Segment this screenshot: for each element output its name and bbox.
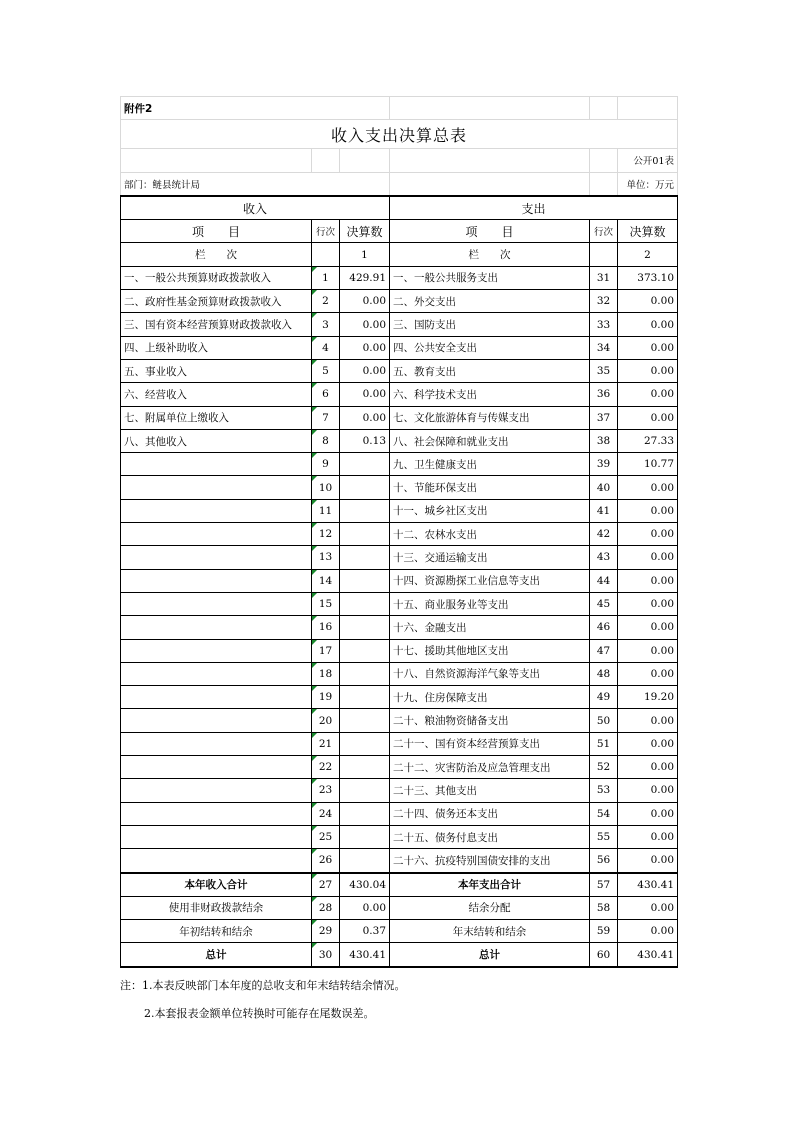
expense-row-number: 46: [590, 616, 618, 639]
expense-amount: 373.10: [618, 266, 678, 289]
income-amount: 0.00: [340, 359, 390, 382]
expense-ending-amount: 0.00: [618, 920, 678, 943]
notes: [120, 976, 677, 1032]
income-nonfinancial-rowno: 28: [312, 896, 340, 919]
table-row: [121, 406, 678, 429]
expense-item-name: 二十二、灾害防治及应急管理支出: [390, 756, 590, 779]
income-row-number: 4: [312, 336, 340, 359]
note-1: 注：1.本表反映部门本年度的总收支和年末结转结余情况。: [120, 978, 406, 992]
unit-label: 单位：万元: [618, 172, 678, 196]
income-row-number: 14: [312, 569, 340, 592]
income-amount: [340, 779, 390, 802]
income-item-name: [121, 569, 312, 592]
income-item-name: 六、经营收入: [121, 383, 312, 406]
expense-ending-label: 年末结转和结余: [390, 920, 590, 943]
income-amount: 0.00: [340, 336, 390, 359]
income-amount: [340, 592, 390, 615]
expense-amount: 27.33: [618, 429, 678, 452]
expense-row-number: 31: [590, 266, 618, 289]
income-row-number: 15: [312, 592, 340, 615]
income-col-number: 1: [340, 243, 390, 266]
expense-amount: 0.00: [618, 709, 678, 732]
income-item-name: 二、政府性基金预算财政拨款收入: [121, 290, 312, 313]
income-item-name: 四、上级补助收入: [121, 336, 312, 359]
income-item-header: 项 目: [121, 220, 312, 243]
income-amount: [340, 476, 390, 499]
income-row-number: 11: [312, 499, 340, 522]
income-item-name: [121, 476, 312, 499]
expense-row-number: 45: [590, 592, 618, 615]
expense-row-number: 38: [590, 429, 618, 452]
income-row-number: 24: [312, 802, 340, 825]
table-row: [121, 802, 678, 825]
income-item-name: [121, 709, 312, 732]
income-beginning-label: 年初结转和结余: [121, 920, 312, 943]
table-row: [121, 523, 678, 546]
expense-item-name: 二十三、其他支出: [390, 779, 590, 802]
expense-total-rowno: 57: [590, 873, 618, 897]
income-row-number: 12: [312, 523, 340, 546]
income-expense-table: [120, 96, 678, 968]
table-row: [121, 825, 678, 848]
income-row-number: 22: [312, 756, 340, 779]
income-beginning-amount: 0.37: [340, 920, 390, 943]
expense-row-number: 56: [590, 849, 618, 873]
income-amount: [340, 453, 390, 476]
table-row: [121, 709, 678, 732]
income-amount: [340, 639, 390, 662]
table-row: [121, 499, 678, 522]
expense-row-number: 36: [590, 383, 618, 406]
expense-item-name: 九、卫生健康支出: [390, 453, 590, 476]
income-row-number: 10: [312, 476, 340, 499]
expense-amount: 0.00: [618, 313, 678, 336]
income-amount: [340, 802, 390, 825]
income-amount: 429.91: [340, 266, 390, 289]
table-row: [121, 453, 678, 476]
expense-row-number: 52: [590, 756, 618, 779]
income-amount: [340, 616, 390, 639]
expense-item-name: 十五、商业服务业等支出: [390, 592, 590, 615]
expense-amount: 0.00: [618, 662, 678, 685]
expense-total-amount: 430.41: [618, 873, 678, 897]
income-item-name: [121, 616, 312, 639]
income-item-name: [121, 686, 312, 709]
income-row-number: 16: [312, 616, 340, 639]
income-total-label: 本年收入合计: [121, 873, 312, 897]
expense-amount: 0.00: [618, 779, 678, 802]
income-row-number: 5: [312, 359, 340, 382]
expense-row-number: 32: [590, 290, 618, 313]
income-lanci: 栏 次: [121, 243, 312, 266]
expense-distribution-rowno: 58: [590, 896, 618, 919]
income-amount: [340, 523, 390, 546]
table-row: [121, 266, 678, 289]
income-item-name: 八、其他收入: [121, 429, 312, 452]
expense-row-number: 43: [590, 546, 618, 569]
income-row-number: 21: [312, 732, 340, 755]
income-row-number: 2: [312, 290, 340, 313]
expense-item-name: 十三、交通运输支出: [390, 546, 590, 569]
income-amount: 0.00: [340, 290, 390, 313]
income-item-name: [121, 662, 312, 685]
income-amount: [340, 499, 390, 522]
expense-row-number: 40: [590, 476, 618, 499]
income-row-number: 25: [312, 825, 340, 848]
expense-distribution-label: 结余分配: [390, 896, 590, 919]
expense-item-name: 一、一般公共服务支出: [390, 266, 590, 289]
expense-row-number: 54: [590, 802, 618, 825]
expense-amount: 0.00: [618, 406, 678, 429]
expense-item-name: 十八、自然资源海洋气象等支出: [390, 662, 590, 685]
income-row-number: 1: [312, 266, 340, 289]
expense-item-name: 十、节能环保支出: [390, 476, 590, 499]
report-title: 收入支出决算总表: [121, 120, 678, 149]
expense-row-number: 34: [590, 336, 618, 359]
income-row-number: 9: [312, 453, 340, 476]
income-amount: 0.00: [340, 313, 390, 336]
table-row: [121, 336, 678, 359]
expense-amount: 0.00: [618, 756, 678, 779]
income-rowno-header: 行次: [312, 220, 340, 243]
expense-row-number: 50: [590, 709, 618, 732]
report-sheet: [120, 96, 677, 1032]
income-beginning-rowno: 29: [312, 920, 340, 943]
income-total-rowno: 27: [312, 873, 340, 897]
income-row-number: 19: [312, 686, 340, 709]
expense-amount: 0.00: [618, 476, 678, 499]
expense-row-number: 42: [590, 523, 618, 546]
income-row-number: 3: [312, 313, 340, 336]
income-row-number: 20: [312, 709, 340, 732]
table-row: [121, 592, 678, 615]
expense-amount: 0.00: [618, 569, 678, 592]
income-row-number: 17: [312, 639, 340, 662]
expense-item-name: 二十六、抗疫特别国债安排的支出: [390, 849, 590, 873]
expense-row-number: 48: [590, 662, 618, 685]
income-item-name: [121, 453, 312, 476]
income-amount: 0.13: [340, 429, 390, 452]
expense-amount: 0.00: [618, 825, 678, 848]
expense-amount: 0.00: [618, 523, 678, 546]
expense-item-name: 二十、粮油物资储备支出: [390, 709, 590, 732]
expense-item-name: 十二、农林水支出: [390, 523, 590, 546]
expense-grand-total-rowno: 60: [590, 943, 618, 967]
expense-amount: 0.00: [618, 616, 678, 639]
income-grand-total-amount: 430.41: [340, 943, 390, 967]
expense-row-number: 39: [590, 453, 618, 476]
income-amount: [340, 569, 390, 592]
expense-item-name: 四、公共安全支出: [390, 336, 590, 359]
income-row-number: 23: [312, 779, 340, 802]
expense-row-number: 33: [590, 313, 618, 336]
income-item-name: [121, 592, 312, 615]
table-row: [121, 732, 678, 755]
form-number: 公开01表: [618, 149, 678, 172]
table-row: [121, 662, 678, 685]
expense-item-name: 二十一、国有资本经营预算支出: [390, 732, 590, 755]
expense-rowno-header: 行次: [590, 220, 618, 243]
income-nonfinancial-label: 使用非财政拨款结余: [121, 896, 312, 919]
income-row-number: 6: [312, 383, 340, 406]
expense-amount: 0.00: [618, 546, 678, 569]
income-amount-header: 决算数: [340, 220, 390, 243]
table-row: [121, 546, 678, 569]
expense-item-header: 项 目: [390, 220, 590, 243]
income-item-name: [121, 523, 312, 546]
income-amount: [340, 732, 390, 755]
expense-amount: 10.77: [618, 453, 678, 476]
income-row-number: 18: [312, 662, 340, 685]
expense-row-number: 51: [590, 732, 618, 755]
expense-amount: 0.00: [618, 290, 678, 313]
table-row: [121, 290, 678, 313]
expense-item-name: 六、科学技术支出: [390, 383, 590, 406]
income-row-number: 26: [312, 849, 340, 873]
table-row: [121, 616, 678, 639]
expense-item-name: 三、国防支出: [390, 313, 590, 336]
department-label: 部门：鲢县统计局: [121, 172, 390, 196]
expense-distribution-amount: 0.00: [618, 896, 678, 919]
expense-row-number: 35: [590, 359, 618, 382]
expense-row-number: 44: [590, 569, 618, 592]
note-2: 2.本套报表金额单位转换时可能存在尾数误差。: [144, 1006, 375, 1020]
table-row: [121, 359, 678, 382]
table-row: [121, 313, 678, 336]
income-amount: [340, 709, 390, 732]
table-row: [121, 383, 678, 406]
expense-row-number: 37: [590, 406, 618, 429]
income-row-number: 8: [312, 429, 340, 452]
income-item-name: [121, 825, 312, 848]
income-item-name: 三、国有资本经营预算财政拨款收入: [121, 313, 312, 336]
income-row-number: 7: [312, 406, 340, 429]
expense-col-number: 2: [618, 243, 678, 266]
income-item-name: [121, 849, 312, 873]
income-grand-total-label: 总计: [121, 943, 312, 967]
expense-row-number: 49: [590, 686, 618, 709]
expense-item-name: 二、外交支出: [390, 290, 590, 313]
income-grand-total-rowno: 30: [312, 943, 340, 967]
expense-item-name: 二十四、债务还本支出: [390, 802, 590, 825]
expense-amount: 0.00: [618, 499, 678, 522]
income-item-name: 五、事业收入: [121, 359, 312, 382]
income-row-number: 13: [312, 546, 340, 569]
expense-item-name: 八、社会保障和就业支出: [390, 429, 590, 452]
income-item-name: 一、一般公共预算财政拨款收入: [121, 266, 312, 289]
income-item-name: [121, 732, 312, 755]
expense-row-number: 53: [590, 779, 618, 802]
table-row: [121, 429, 678, 452]
income-nonfinancial-amount: 0.00: [340, 896, 390, 919]
expense-item-name: 二十五、债务付息支出: [390, 825, 590, 848]
income-item-name: 七、附属单位上缴收入: [121, 406, 312, 429]
table-row: [121, 849, 678, 873]
table-row: [121, 476, 678, 499]
income-amount: [340, 686, 390, 709]
income-amount: [340, 849, 390, 873]
income-item-name: [121, 546, 312, 569]
expense-row-number: 41: [590, 499, 618, 522]
expense-item-name: 十一、城乡社区支出: [390, 499, 590, 522]
income-item-name: [121, 756, 312, 779]
expense-amount: 0.00: [618, 732, 678, 755]
expense-amount: 0.00: [618, 383, 678, 406]
income-item-name: [121, 802, 312, 825]
expense-ending-rowno: 59: [590, 920, 618, 943]
table-row: [121, 756, 678, 779]
income-amount: [340, 662, 390, 685]
income-amount: [340, 546, 390, 569]
expense-amount: 0.00: [618, 849, 678, 873]
expense-total-label: 本年支出合计: [390, 873, 590, 897]
income-amount: 0.00: [340, 406, 390, 429]
expense-row-number: 47: [590, 639, 618, 662]
income-total-amount: 430.04: [340, 873, 390, 897]
table-row: [121, 686, 678, 709]
expense-item-name: 七、文化旅游体育与传媒支出: [390, 406, 590, 429]
expense-item-name: 十九、住房保障支出: [390, 686, 590, 709]
expense-amount: 0.00: [618, 592, 678, 615]
expense-amount: 0.00: [618, 359, 678, 382]
expense-item-name: 十六、金融支出: [390, 616, 590, 639]
income-amount: [340, 825, 390, 848]
expense-amount: 0.00: [618, 802, 678, 825]
expense-grand-total-amount: 430.41: [618, 943, 678, 967]
expense-item-name: 十七、援助其他地区支出: [390, 639, 590, 662]
income-amount: [340, 756, 390, 779]
expense-amount: 0.00: [618, 336, 678, 359]
table-row: [121, 779, 678, 802]
table-row: [121, 639, 678, 662]
expense-row-number: 55: [590, 825, 618, 848]
expense-grand-total-label: 总计: [390, 943, 590, 967]
expense-amount: 0.00: [618, 639, 678, 662]
income-item-name: [121, 779, 312, 802]
income-header: 收入: [121, 196, 390, 220]
attachment-label: 附件2: [121, 97, 390, 120]
income-amount: 0.00: [340, 383, 390, 406]
income-item-name: [121, 639, 312, 662]
expense-amount: 19.20: [618, 686, 678, 709]
expense-amount-header: 决算数: [618, 220, 678, 243]
expense-header: 支出: [390, 196, 678, 220]
expense-item-name: 五、教育支出: [390, 359, 590, 382]
table-row: [121, 569, 678, 592]
expense-item-name: 十四、资源勘探工业信息等支出: [390, 569, 590, 592]
expense-lanci: 栏 次: [390, 243, 590, 266]
income-item-name: [121, 499, 312, 522]
